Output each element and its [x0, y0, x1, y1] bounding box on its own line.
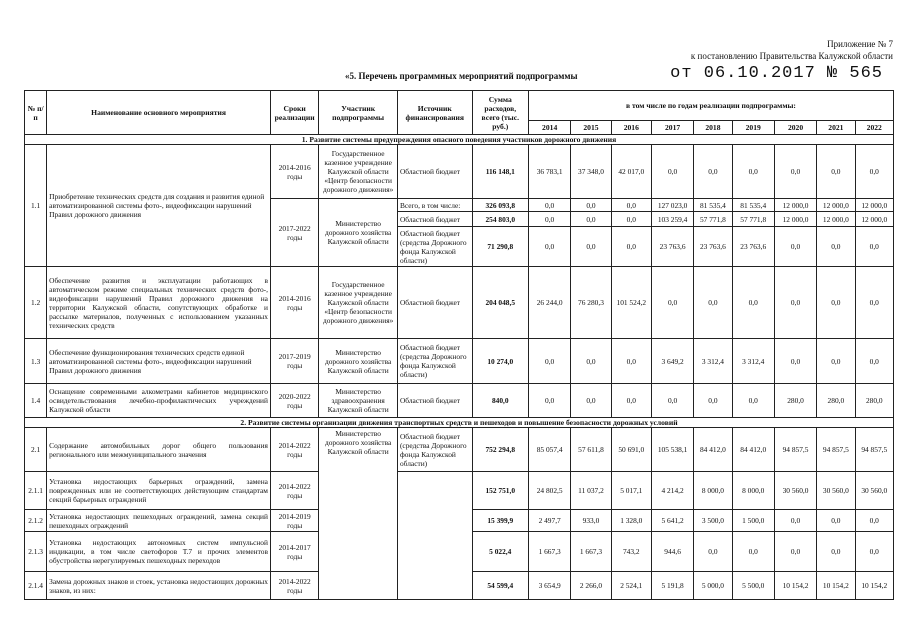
year-value: 280,0 — [817, 384, 855, 418]
year-value: 280,0 — [855, 384, 893, 418]
year-value: 0,0 — [611, 384, 651, 418]
year-value: 0,0 — [611, 199, 651, 212]
year-value: 1 500,0 — [732, 510, 774, 532]
year-value: 0,0 — [528, 199, 570, 212]
period: 2014-2016 годы — [270, 267, 318, 339]
total-sum: 116 148,1 — [472, 145, 528, 199]
measure-name: Обеспечение функционирования технических средств единой автоматизированной системы фото-, видеофиксации нарушений Правил дорожного движения — [47, 339, 271, 384]
year-value: 36 783,1 — [528, 145, 570, 199]
total-sum: 54 599,4 — [472, 572, 528, 600]
year-value: 0,0 — [528, 384, 570, 418]
year-value: 76 280,3 — [571, 267, 611, 339]
total-sum: 10 274,0 — [472, 339, 528, 384]
year-value: 0,0 — [817, 532, 855, 572]
year-value: 0,0 — [732, 384, 774, 418]
year-value: 0,0 — [571, 339, 611, 384]
row-number: 1.2 — [25, 267, 47, 339]
year-value: 0,0 — [528, 212, 570, 227]
year-value: 37 348,0 — [571, 145, 611, 199]
year-value: 81 535,4 — [732, 199, 774, 212]
year-value: 2 497,7 — [528, 510, 570, 532]
row-number: 2.1.4 — [25, 572, 47, 600]
year-value: 0,0 — [855, 145, 893, 199]
appendix-decree: к постановлению Правительства Калужской области — [690, 51, 893, 61]
year-value: 3 649,2 — [651, 339, 693, 384]
appendix-number: Приложение № 7 — [827, 39, 893, 49]
year-value: 101 524,2 — [611, 267, 651, 339]
funding-source: Областной бюджет (средства Дорожного фонда Калужской области) — [397, 428, 472, 472]
year-value: 0,0 — [651, 145, 693, 199]
year-value: 57 611,8 — [571, 428, 611, 472]
period: 2014-2022 годы — [270, 472, 318, 510]
year-value: 5 641,2 — [651, 510, 693, 532]
year-value: 3 654,9 — [528, 572, 570, 600]
year-value: 5 500,0 — [732, 572, 774, 600]
header-year: 2014 — [528, 121, 570, 135]
year-value: 0,0 — [611, 339, 651, 384]
total-sum: 15 399,9 — [472, 510, 528, 532]
year-value: 0,0 — [611, 227, 651, 267]
measure-name: Содержание автомобильных дорог общего пользования регионального или межмуниципального значения — [47, 428, 271, 472]
measure-name: Замена дорожных знаков и стоек, установка недостающих дорожных знаков, из них: — [47, 572, 271, 600]
year-value: 5 000,0 — [694, 572, 732, 600]
year-value: 0,0 — [571, 199, 611, 212]
year-value: 26 244,0 — [528, 267, 570, 339]
header-years-group: в том числе по годам реализации подпрограммы: — [528, 91, 893, 121]
funding-source: Областной бюджет — [397, 384, 472, 418]
year-value: 0,0 — [528, 227, 570, 267]
year-value: 0,0 — [694, 267, 732, 339]
total-sum: 152 751,0 — [472, 472, 528, 510]
period: 2014-2022 годы — [270, 572, 318, 600]
section-1-heading: 1. Развитие системы предупреждения опасного поведения участников дорожного движения — [25, 135, 894, 145]
header-source: Источник финансирования — [397, 91, 472, 135]
year-value: 12 000,0 — [817, 199, 855, 212]
year-value: 0,0 — [855, 532, 893, 572]
header-year: 2021 — [817, 121, 855, 135]
measure-name: Установка недостающих пешеходных ограждений, замена секций пешеходных ограждений — [47, 510, 271, 532]
year-value: 30 560,0 — [855, 472, 893, 510]
year-value: 1 328,0 — [611, 510, 651, 532]
period: 2017-2019 годы — [270, 339, 318, 384]
year-value: 0,0 — [571, 384, 611, 418]
year-value: 5 017,1 — [611, 472, 651, 510]
header-year: 2016 — [611, 121, 651, 135]
year-value: 94 857,5 — [855, 428, 893, 472]
row-number: 1.3 — [25, 339, 47, 384]
total-sum: 204 048,5 — [472, 267, 528, 339]
year-value: 0,0 — [571, 227, 611, 267]
year-value: 84 412,0 — [732, 428, 774, 472]
year-value: 11 037,2 — [571, 472, 611, 510]
year-value: 12 000,0 — [774, 199, 816, 212]
year-value: 85 057,4 — [528, 428, 570, 472]
year-value: 10 154,2 — [774, 572, 816, 600]
year-value: 24 802,5 — [528, 472, 570, 510]
year-value: 12 000,0 — [817, 212, 855, 227]
participant: Государственное казенное учреждение Калужской области «Центр безопасности дорожного движения» — [319, 267, 398, 339]
period: 2020-2022 годы — [270, 384, 318, 418]
year-value: 0,0 — [774, 510, 816, 532]
year-value: 23 763,6 — [732, 227, 774, 267]
header-period: Сроки реализации — [270, 91, 318, 135]
year-value: 0,0 — [732, 267, 774, 339]
participant: Министерство дорожного хозяйства Калужской области — [319, 339, 398, 384]
year-value: 42 017,0 — [611, 145, 651, 199]
period: 2014-2022 годы — [270, 428, 318, 472]
year-value: 94 857,5 — [817, 428, 855, 472]
funding-source: Всего, в том числе: — [397, 199, 472, 212]
period: 2017-2022 годы — [270, 199, 318, 267]
row-number: 1.4 — [25, 384, 47, 418]
period: 2014-2019 годы — [270, 510, 318, 532]
measures-table — [24, 90, 894, 600]
year-value: 0,0 — [732, 532, 774, 572]
row-number: 1.1 — [25, 145, 47, 267]
participant: Министерство дорожного хозяйства Калужской области — [319, 199, 398, 267]
year-value: 0,0 — [694, 145, 732, 199]
header-year: 2020 — [774, 121, 816, 135]
header-year: 2015 — [571, 121, 611, 135]
year-value: 127 023,0 — [651, 199, 693, 212]
year-value: 0,0 — [651, 384, 693, 418]
year-value: 0,0 — [855, 227, 893, 267]
year-value: 0,0 — [694, 384, 732, 418]
year-value: 3 312,4 — [694, 339, 732, 384]
year-value: 30 560,0 — [774, 472, 816, 510]
measure-name: Оснащение современными алкометрами кабинетов медицинского освидетельствования лечебно-профилактических учреждений Калужской области — [47, 384, 271, 418]
year-value: 50 691,0 — [611, 428, 651, 472]
year-value: 2 524,1 — [611, 572, 651, 600]
year-value: 743,2 — [611, 532, 651, 572]
document-title: «5. Перечень программных мероприятий подпрограммы — [345, 71, 578, 81]
year-value: 10 154,2 — [855, 572, 893, 600]
year-value: 0,0 — [774, 267, 816, 339]
year-value: 2 266,0 — [571, 572, 611, 600]
total-sum: 5 022,4 — [472, 532, 528, 572]
participant: Министерство здравоохранения Калужской области — [319, 384, 398, 418]
year-value: 84 412,0 — [694, 428, 732, 472]
year-value: 5 191,8 — [651, 572, 693, 600]
year-value: 0,0 — [774, 227, 816, 267]
participant: Государственное казенное учреждение Калужской области «Центр безопасности дорожного движения» — [319, 145, 398, 199]
year-value: 0,0 — [817, 227, 855, 267]
total-sum: 840,0 — [472, 384, 528, 418]
year-value: 0,0 — [817, 510, 855, 532]
year-value: 30 560,0 — [817, 472, 855, 510]
year-value: 280,0 — [774, 384, 816, 418]
year-value: 12 000,0 — [774, 212, 816, 227]
funding-source: Областной бюджет — [397, 267, 472, 339]
header-year: 2022 — [855, 121, 893, 135]
measure-name: Установка недостающих автономных систем импульсной индикации, в том числе светофоров Т.7 и прочих элементов обустройства нерегулируемых пешеходных переходов — [47, 532, 271, 572]
year-value: 8 000,0 — [694, 472, 732, 510]
row-number: 2.1.3 — [25, 532, 47, 572]
year-value: 0,0 — [855, 339, 893, 384]
year-value: 81 535,4 — [694, 199, 732, 212]
year-value: 57 771,8 — [694, 212, 732, 227]
header-year: 2017 — [651, 121, 693, 135]
funding-source: Областной бюджет (средства Дорожного фонда Калужской области) — [397, 339, 472, 384]
year-value: 0,0 — [855, 510, 893, 532]
header-year: 2019 — [732, 121, 774, 135]
year-value: 3 500,0 — [694, 510, 732, 532]
period: 2014-2017 годы — [270, 532, 318, 572]
year-value: 1 667,3 — [528, 532, 570, 572]
funding-source: Областной бюджет (средства Дорожного фонда Калужской области) — [397, 227, 472, 267]
year-value: 3 312,4 — [732, 339, 774, 384]
funding-source: Областной бюджет — [397, 145, 472, 199]
year-value: 0,0 — [694, 532, 732, 572]
year-value: 0,0 — [651, 267, 693, 339]
year-value: 57 771,8 — [732, 212, 774, 227]
year-value: 105 538,1 — [651, 428, 693, 472]
year-value: 0,0 — [732, 145, 774, 199]
year-value: 0,0 — [774, 532, 816, 572]
funding-source: Областной бюджет — [397, 212, 472, 227]
appendix-block — [691, 38, 893, 62]
header-name: Наименование основного мероприятия — [47, 91, 271, 135]
year-value: 10 154,2 — [817, 572, 855, 600]
measure-name: Приобретение технических средств для создания и развития единой автоматизированной системы фото-, видеофиксации нарушений Правил дорожного движения — [47, 145, 271, 267]
year-value: 23 763,6 — [651, 227, 693, 267]
participant: Министерство дорожного хозяйства Калужской области — [319, 428, 398, 600]
year-value: 8 000,0 — [732, 472, 774, 510]
year-value: 12 000,0 — [855, 212, 893, 227]
funding-source-empty — [397, 472, 472, 600]
year-value: 0,0 — [817, 145, 855, 199]
year-value: 23 763,6 — [694, 227, 732, 267]
year-value: 94 857,5 — [774, 428, 816, 472]
total-sum: 326 093,8 — [472, 199, 528, 212]
year-value: 0,0 — [528, 339, 570, 384]
header-year: 2018 — [694, 121, 732, 135]
total-sum: 752 294,8 — [472, 428, 528, 472]
header-num: № п/п — [25, 91, 47, 135]
year-value: 0,0 — [611, 212, 651, 227]
section-2-heading: 2. Развитие системы организации движения транспортных средств и пешеходов и повышение безопасности дорожных условий — [25, 418, 894, 428]
row-number: 2.1 — [25, 428, 47, 472]
year-value: 0,0 — [774, 339, 816, 384]
row-number: 2.1.1 — [25, 472, 47, 510]
year-value: 103 259,4 — [651, 212, 693, 227]
year-value: 0,0 — [571, 212, 611, 227]
year-value: 0,0 — [817, 267, 855, 339]
year-value: 4 214,2 — [651, 472, 693, 510]
year-value: 944,6 — [651, 532, 693, 572]
year-value: 0,0 — [855, 267, 893, 339]
period: 2014-2016 годы — [270, 145, 318, 199]
year-value: 933,0 — [571, 510, 611, 532]
year-value: 0,0 — [817, 339, 855, 384]
header-participant: Участник подпрограммы — [319, 91, 398, 135]
total-sum: 254 803,0 — [472, 212, 528, 227]
measure-name: Установка недостающих барьерных ограждений, замена поврежденных или не соответствующих действующим стандартам секций барьерных ограждений — [47, 472, 271, 510]
row-number: 2.1.2 — [25, 510, 47, 532]
year-value: 12 000,0 — [855, 199, 893, 212]
decree-date: от 06.10.2017 № 565 — [670, 64, 883, 83]
total-sum: 71 290,8 — [472, 227, 528, 267]
measure-name: Обеспечение развития и эксплуатации работающих в автоматическом режиме специальных технических средств фото-, видеофиксации нарушений Правил дорожного движения на территории Калужской области, сопутствующих обработке и рассылке материалов, полученных с использованием указанных технических средств — [47, 267, 271, 339]
header-sum: Сумма расходов, всего (тыс. руб.) — [472, 91, 528, 135]
year-value: 1 667,3 — [571, 532, 611, 572]
year-value: 0,0 — [774, 145, 816, 199]
